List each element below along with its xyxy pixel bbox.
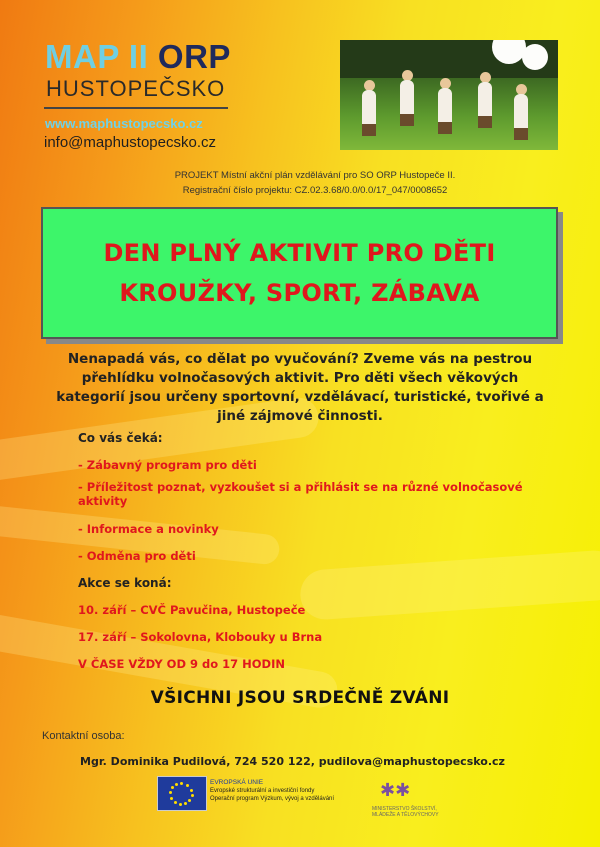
eu-line-2: Evropské strukturální a investiční fondy [210, 788, 315, 794]
brand-subtitle: HUSTOPEČSKO [46, 76, 226, 101]
msmt-text: MINISTERSTVO ŠKOLSTVÍ, MLÁDEŽE A TĚLOVÝCHOVY [372, 806, 439, 818]
brand-map: MAP II [45, 38, 149, 75]
contact-label: Kontaktní osoba: [42, 730, 125, 742]
project-name: PROJEKT Místní akční plán vzdělávání pro SO ORP Hustopeče II. [174, 170, 456, 181]
event-date-2: 17. září – Sokolovna, Klobouky u Brna [78, 630, 323, 644]
program-item: - Informace a novinky [78, 522, 219, 536]
eu-line-3: Operační program Výzkum, vývoj a vzdělávání [210, 796, 335, 802]
program-heading: Co vás čeká: [78, 431, 163, 445]
eu-funding-text [210, 779, 334, 803]
eu-line-1: EVROPSKÁ UNIE [210, 779, 264, 786]
invitation-text: VŠICHNI JSOU SRDEČNĚ ZVÁNI [150, 688, 450, 708]
msmt-logo-icon: ✱✱ [380, 780, 411, 801]
event-heading: Akce se koná: [78, 576, 172, 590]
brush-stroke [299, 549, 600, 621]
intro-text: Nenapadá vás, co dělat po vyučování? Zveme vás na pestrou přehlídku volnočasových aktivit. Pro děti všech věkových kategorií jsou určeny sportovní, vzdělávací, turistické, tvořivé a jiné zájmové činnosti. [56, 351, 544, 424]
eu-flag-icon [157, 776, 207, 811]
headline-line-1: DEN PLNÝ AKTIVIT PRO DĚTI [103, 239, 496, 267]
program-item: - Zábavný program pro děti [78, 458, 257, 472]
program-item: - Odměna pro děti [78, 549, 196, 563]
website-link[interactable]: www.maphustopecsko.cz [45, 116, 203, 131]
event-date-1: 10. září – CVČ Pavučina, Hustopeče [78, 603, 306, 617]
program-item: - Příležitost poznat, vyzkoušet si a přihlásit se na různé volnočasové aktivity [78, 480, 523, 508]
children-playing-photo [340, 40, 558, 150]
headline-line-2: KROUŽKY, SPORT, ZÁBAVA [119, 279, 480, 307]
brand-orp: ORP [157, 38, 231, 75]
project-info [120, 168, 510, 198]
brand-title [45, 38, 231, 76]
contact-person: Mgr. Dominika Pudilová, 724 520 122, pudilova@maphustopecsko.cz [80, 755, 505, 768]
email-link[interactable]: info@maphustopecsko.cz [44, 134, 216, 151]
project-registration: Registrační číslo projektu: CZ.02.3.68/0.0/0.0/17_047/0008652 [182, 185, 448, 196]
headline-box [41, 207, 558, 339]
event-time: V ČASE VŽDY OD 9 do 17 HODIN [78, 657, 285, 671]
brand-divider [44, 107, 228, 109]
